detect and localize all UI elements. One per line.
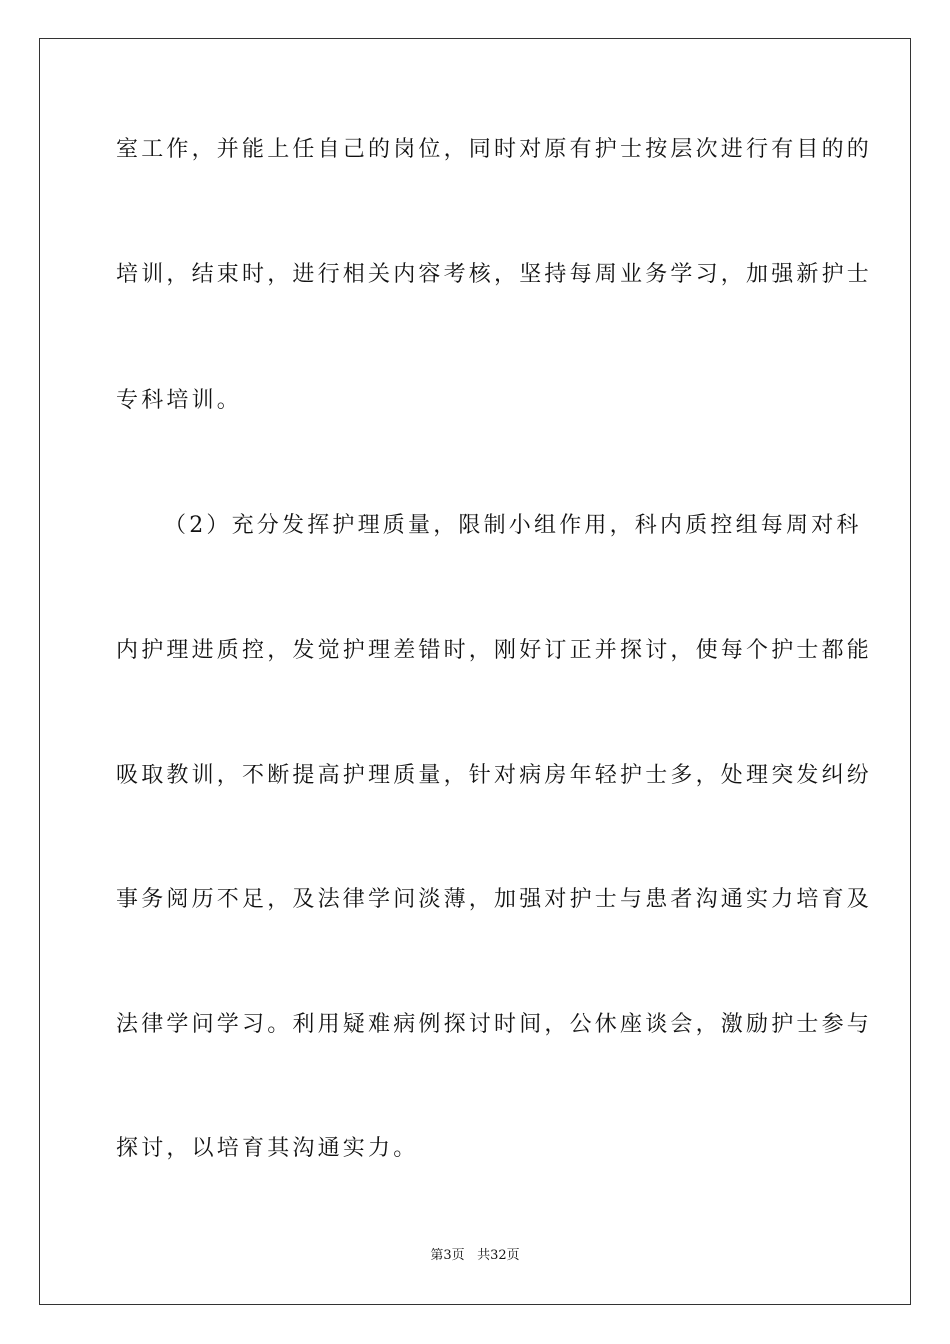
body-line-4-paragraph-start: （2）充分发挥护理质量，限制小组作用，科内质控组每周对科 [164, 513, 862, 538]
body-line-8: 法律学问学习。利用疑难病例探讨时间，公休座谈会，激励护士参与 [116, 1012, 873, 1037]
page-number: 第3页 [430, 1248, 465, 1263]
body-line-3: 专科培训。 [116, 388, 243, 413]
body-line-6: 吸取教训，不断提高护理质量，针对病房年轻护士多，处理突发纠纷 [116, 763, 873, 788]
body-line-2: 培训，结束时，进行相关内容考核，坚持每周业务学习，加强新护士 [116, 262, 873, 287]
page-border [39, 38, 911, 1305]
body-line-1: 室工作，并能上任自己的岗位，同时对原有护士按层次进行有目的的 [116, 137, 873, 162]
page-total: 共32页 [477, 1248, 520, 1263]
page-footer [0, 1247, 950, 1265]
body-line-9: 探讨，以培育其沟通实力。 [116, 1136, 419, 1161]
body-line-7: 事务阅历不足，及法律学问淡薄，加强对护士与患者沟通实力培育及 [116, 887, 873, 912]
body-line-5: 内护理进质控，发觉护理差错时，刚好订正并探讨，使每个护士都能 [116, 638, 873, 663]
